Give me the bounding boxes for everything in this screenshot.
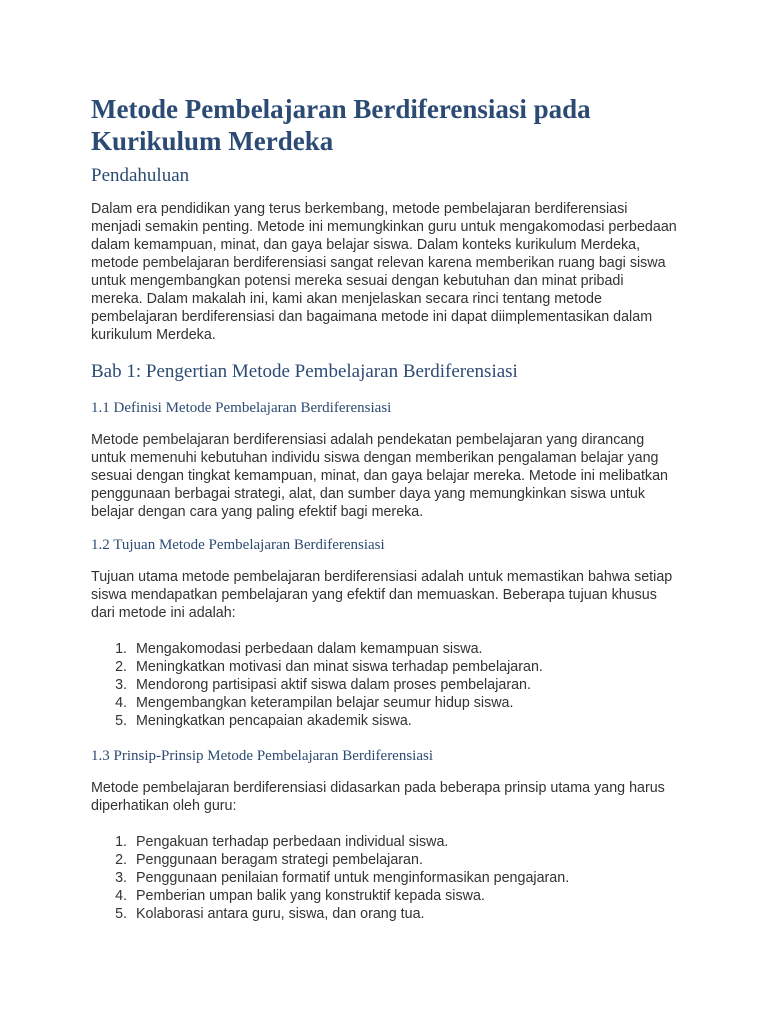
list-item-text: Pemberian umpan balik yang konstruktif kepada siswa. <box>136 888 485 904</box>
document-title: Metode Pembelajaran Berdiferensiasi pada Kurikulum Merdeka <box>91 94 591 156</box>
list-item <box>91 658 678 676</box>
list-item-text: Penggunaan penilaian formatif untuk menginformasikan pengajaran. <box>136 870 570 886</box>
list-item-text: Mengakomodasi perbedaan dalam kemampuan siswa. <box>136 641 483 657</box>
list-item <box>91 851 678 869</box>
chapter1-heading: Bab 1: Pengertian Metode Pembelajaran Berdiferensiasi <box>91 361 518 382</box>
list-item-text: Kolaborasi antara guru, siswa, dan orang tua. <box>136 906 425 922</box>
section-1-2-heading: 1.2 Tujuan Metode Pembelajaran Berdiferensiasi <box>91 537 385 553</box>
list-item-number: 5. <box>115 906 127 922</box>
list-item <box>91 833 678 851</box>
list-item <box>91 712 678 730</box>
section-1-3-paragraph: Metode pembelajaran berdiferensiasi didasarkan pada beberapa prinsip utama yang harus diperhatikan oleh guru: <box>91 780 665 814</box>
intro-heading: Pendahuluan <box>91 165 190 186</box>
list-item <box>91 694 678 712</box>
list-item <box>91 887 678 905</box>
list-item-number: 4. <box>115 888 127 904</box>
list-item-number: 5. <box>115 713 127 729</box>
list-item-number: 1. <box>115 834 127 850</box>
list-item <box>91 676 678 694</box>
prinsip-list <box>91 833 678 923</box>
list-item <box>91 869 678 887</box>
list-item <box>91 640 678 658</box>
list-item-number: 3. <box>115 870 127 886</box>
list-item-text: Penggunaan beragam strategi pembelajaran. <box>136 852 423 868</box>
list-item-number: 2. <box>115 852 127 868</box>
tujuan-list <box>91 640 678 730</box>
list-item-text: Pengakuan terhadap perbedaan individual siswa. <box>136 834 449 850</box>
intro-paragraph: Dalam era pendidikan yang terus berkembang, metode pembelajaran berdiferensiasi menjadi semakin penting. Metode ini memungkinkan guru untuk mengakomodasi perbedaan dalam kemampuan, minat, dan gaya belajar siswa. Dalam konteks kurikulum Merdeka, metode pembelajaran berdiferensiasi sangat relevan karena memberikan ruang bagi siswa untuk mengembangkan potensi mereka sesuai dengan kebutuhan dan minat pribadi mereka. Dalam makalah ini, kami akan menjelaskan secara rinci tentang metode pembelajaran berdiferensiasi dan bagaimana metode ini dapat diimplementasikan dalam kurikulum Merdeka. <box>91 201 677 343</box>
list-item-number: 4. <box>115 695 127 711</box>
section-1-1-heading: 1.1 Definisi Metode Pembelajaran Berdiferensiasi <box>91 400 392 416</box>
section-1-3-heading: 1.3 Prinsip-Prinsip Metode Pembelajaran Berdiferensiasi <box>91 748 434 764</box>
section-1-2-paragraph: Tujuan utama metode pembelajaran berdiferensiasi adalah untuk memastikan bahwa setiap siswa mendapatkan pembelajaran yang efektif dan memuaskan. Beberapa tujuan khusus dari metode ini adalah: <box>91 569 673 621</box>
list-item-text: Mendorong partisipasi aktif siswa dalam proses pembelajaran. <box>136 677 531 693</box>
list-item-text: Meningkatkan pencapaian akademik siswa. <box>136 713 412 729</box>
list-item <box>91 905 678 923</box>
list-item-number: 3. <box>115 677 127 693</box>
section-1-1-paragraph: Metode pembelajaran berdiferensiasi adalah pendekatan pembelajaran yang dirancang untuk memenuhi kebutuhan individu siswa dengan memberikan pengalaman belajar yang sesuai dengan tingkat kemampuan, minat, dan gaya belajar mereka. Metode ini melibatkan penggunaan berbagai strategi, alat, dan sumber daya yang memungkinkan siswa untuk belajar dengan cara yang paling efektif bagi mereka. <box>91 432 668 520</box>
list-item-text: Mengembangkan keterampilan belajar seumur hidup siswa. <box>136 695 514 711</box>
list-item-number: 2. <box>115 659 127 675</box>
list-item-text: Meningkatkan motivasi dan minat siswa terhadap pembelajaran. <box>136 659 543 675</box>
list-item-number: 1. <box>115 641 127 657</box>
